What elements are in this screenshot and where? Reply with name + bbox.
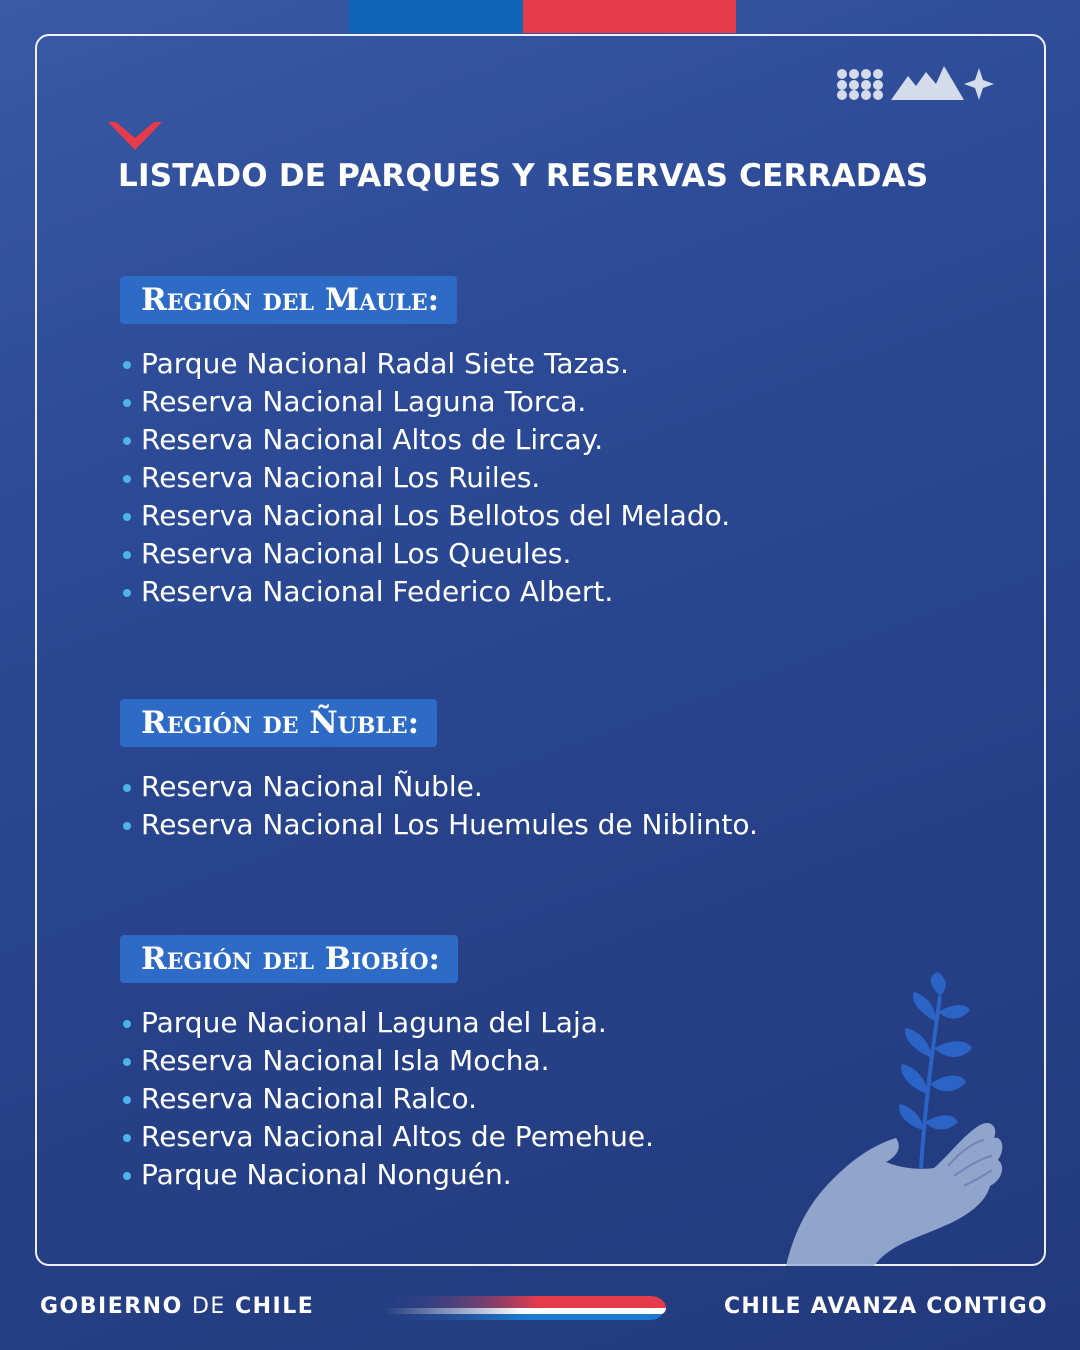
list-item: Parque Nacional Radal Siete Tazas. [120, 345, 730, 383]
section-maule [120, 276, 730, 611]
flag-stripes-logo [384, 1290, 668, 1326]
footer-government-word1: GOBIERNO [40, 1294, 183, 1319]
list-item: Reserva Nacional Isla Mocha. [120, 1042, 654, 1080]
footer-slogan: CHILE AVANZA CONTIGO [724, 1294, 1048, 1319]
region-heading-maule: Región del Maule: [120, 276, 457, 324]
chevron-heart-icon [108, 122, 162, 152]
footer-government-label [40, 1294, 314, 1319]
park-list-nuble [120, 768, 758, 844]
list-item: Parque Nacional Nonguén. [120, 1156, 654, 1194]
list-item: Reserva Nacional Laguna Torca. [120, 383, 730, 421]
list-item: Reserva Nacional Federico Albert. [120, 573, 730, 611]
top-flag-stripe-blue [349, 0, 523, 33]
list-item: Reserva Nacional Altos de Lircay. [120, 421, 730, 459]
list-item: Parque Nacional Laguna del Laja. [120, 1004, 654, 1042]
section-biobio [120, 935, 654, 1194]
list-item: Reserva Nacional Los Queules. [120, 535, 730, 573]
list-item: Reserva Nacional Los Bellotos del Melado. [120, 497, 730, 535]
dots-mountains-star-icon [836, 64, 996, 104]
list-item: Reserva Nacional Ralco. [120, 1080, 654, 1118]
hand-holding-plant-icon [778, 972, 1008, 1266]
list-item: Reserva Nacional Los Ruiles. [120, 459, 730, 497]
page-title: LISTADO DE PARQUES Y RESERVAS CERRADAS [118, 158, 929, 194]
region-heading-biobio: Región del Biobío: [120, 935, 458, 983]
section-nuble [120, 699, 758, 844]
region-heading-nuble: Región de Ñuble: [120, 699, 437, 747]
footer-government-word3: CHILE [234, 1294, 315, 1319]
top-flag-stripe-red [523, 0, 736, 33]
park-list-biobio [120, 1004, 654, 1194]
park-list-maule [120, 345, 730, 611]
list-item: Reserva Nacional Altos de Pemehue. [120, 1118, 654, 1156]
list-item: Reserva Nacional Ñuble. [120, 768, 758, 806]
footer-government-word2: DE [191, 1294, 226, 1319]
list-item: Reserva Nacional Los Huemules de Niblinto. [120, 806, 758, 844]
